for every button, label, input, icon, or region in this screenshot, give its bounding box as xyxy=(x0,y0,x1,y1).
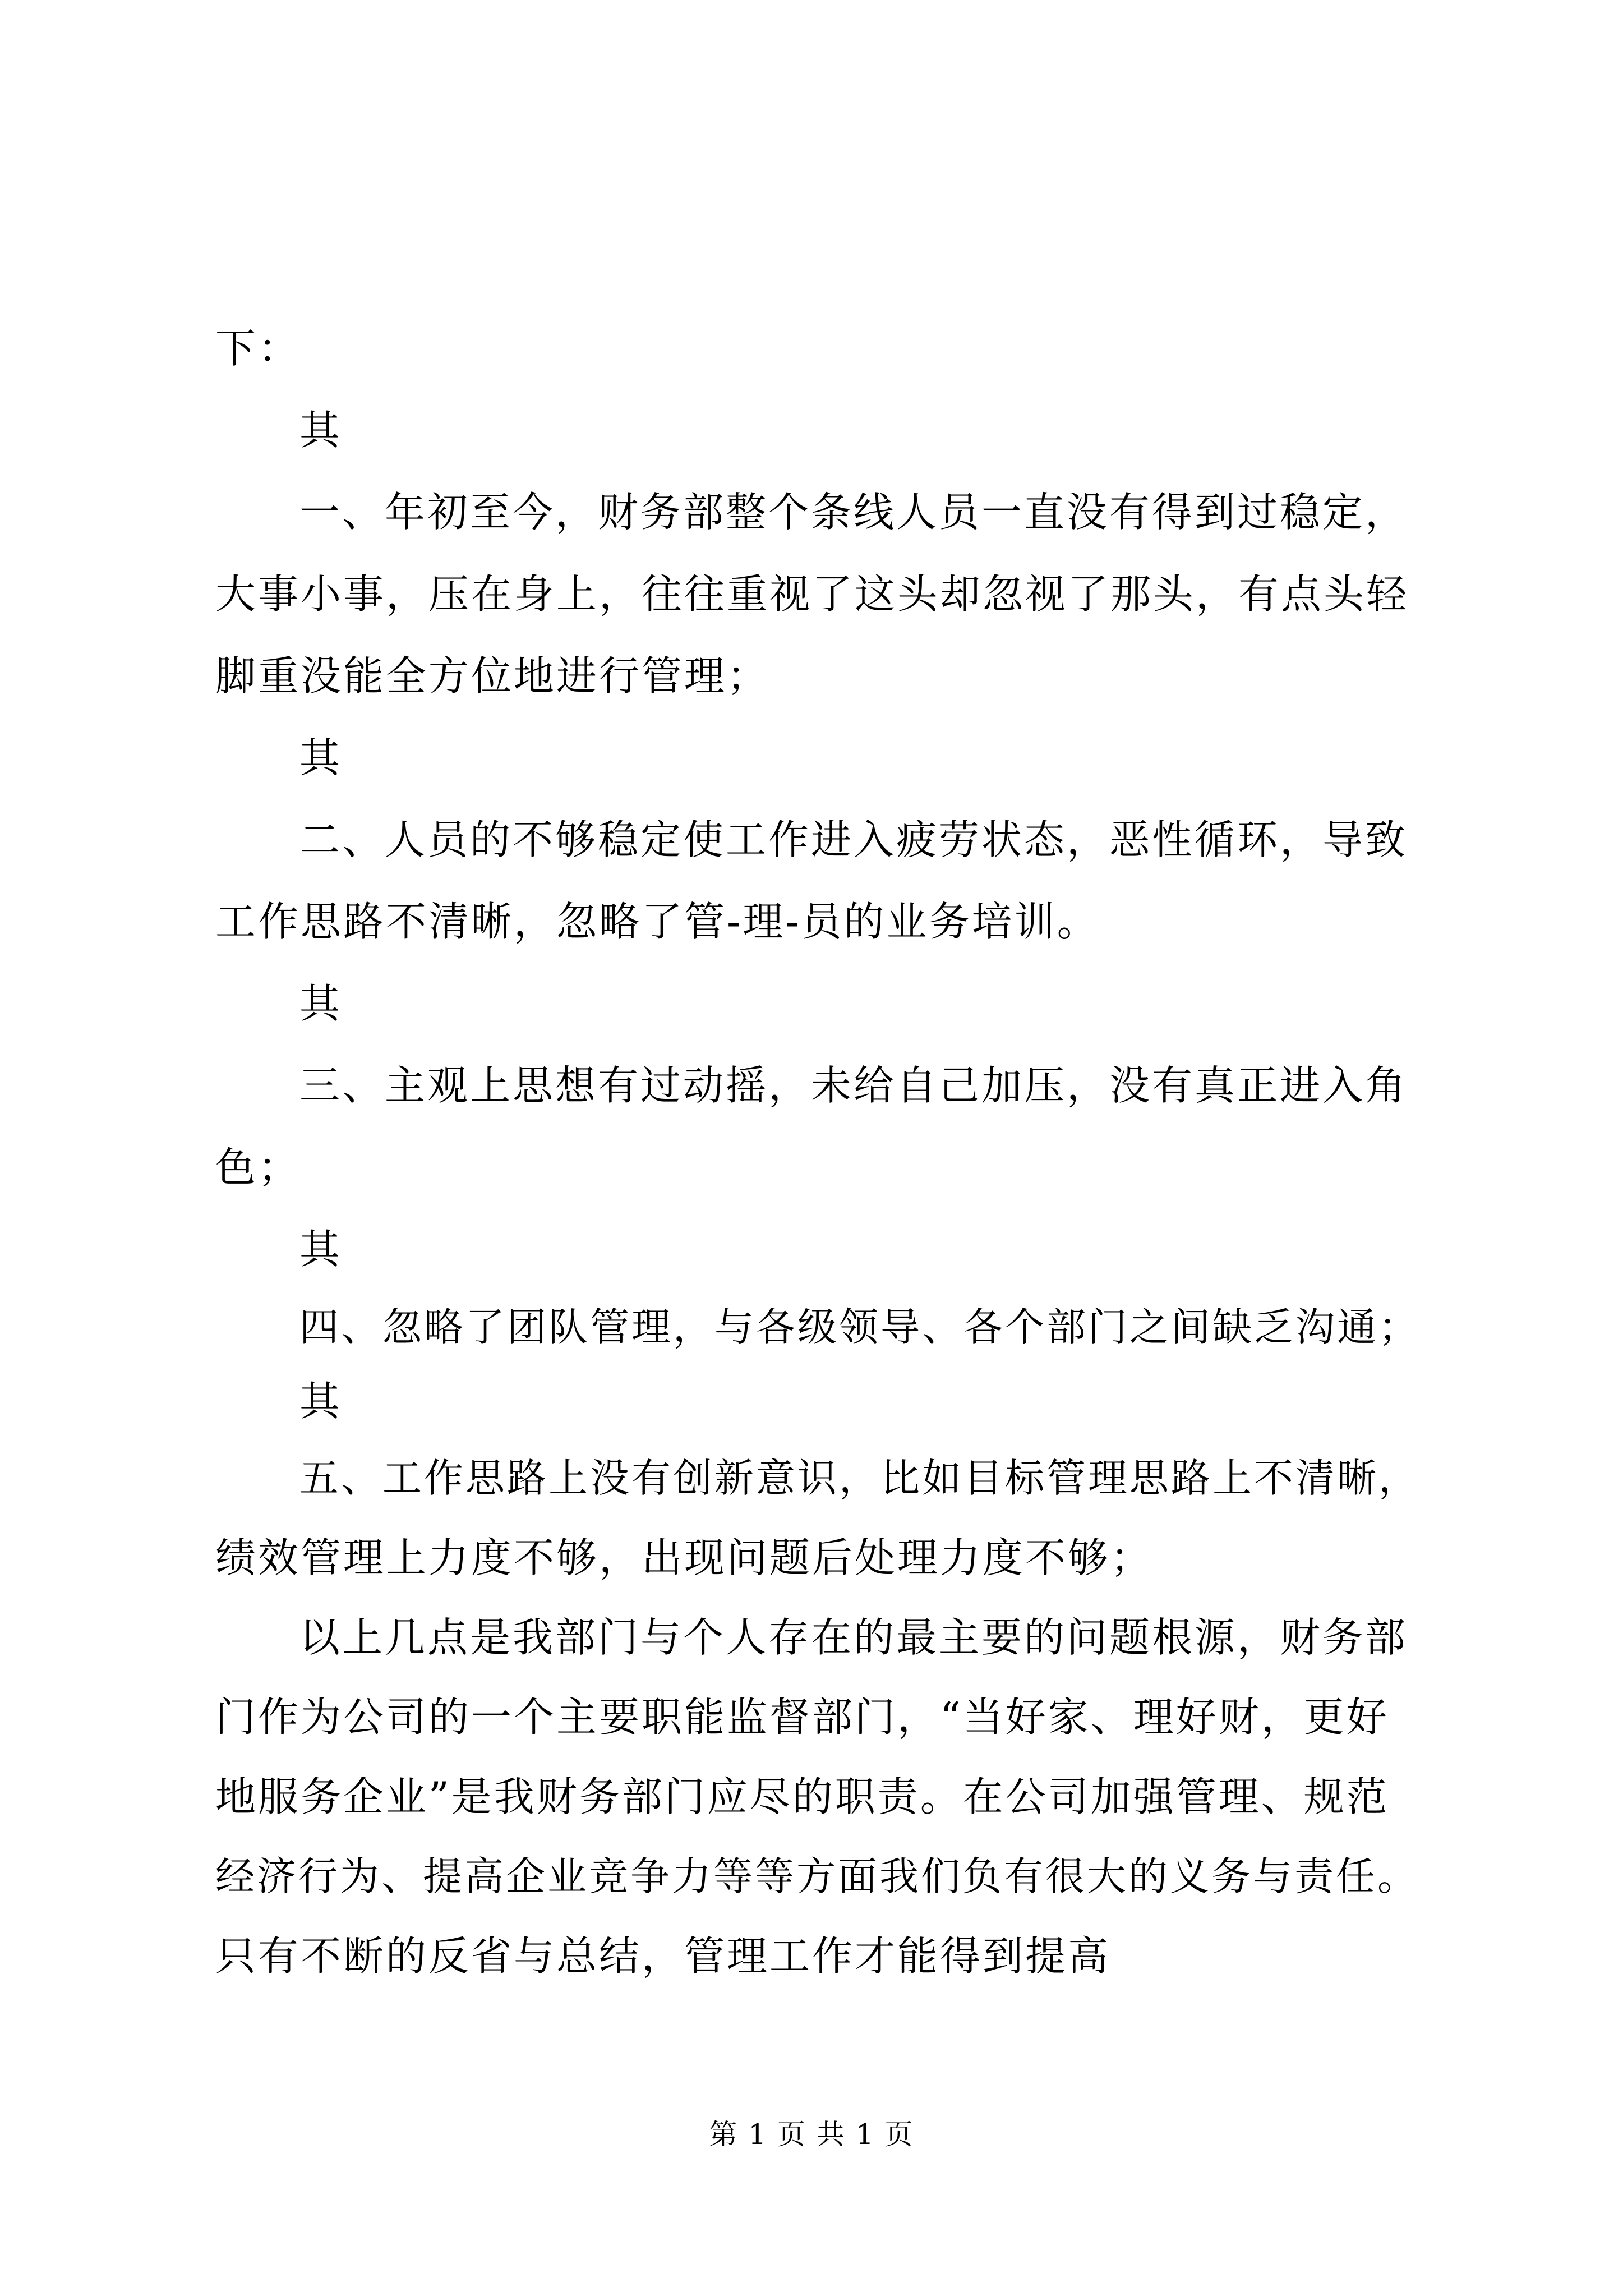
text-line: 一、年初至今，财务部整个条线人员一直没有得到过稳定， xyxy=(299,489,1408,536)
text-line: 色； xyxy=(215,1144,301,1191)
text-line: 地服务企业”是我财务部门应尽的职责。在公司加强管理、规范 xyxy=(215,1773,1389,1820)
text-line: 其 xyxy=(299,980,343,1027)
page-footer: 第 1 页 共 1 页 xyxy=(709,2118,914,2151)
text-line: 其 xyxy=(299,734,343,781)
text-line: 四、忽略了团队管理，与各级领导、各个部门之间缺乏沟通； xyxy=(299,1304,1420,1350)
text-line: 工作思路不清晰，忽略了管-理-员的业务培训。 xyxy=(215,898,1100,945)
text-line: 大事小事，压在身上，往往重视了这头却忽视了那头，有点头轻 xyxy=(215,570,1409,618)
text-line: 其 xyxy=(299,1378,343,1425)
text-line: 以上几点是我部门与个人存在的最主要的问题根源，财务部 xyxy=(299,1614,1408,1661)
text-line: 五、工作思路上没有创新意识，比如目标管理思路上不清晰， xyxy=(299,1455,1420,1501)
text-line: 其 xyxy=(299,407,343,454)
text-line: 脚重没能全方位地进行管理； xyxy=(215,652,770,700)
document-body xyxy=(215,307,1427,1996)
text-line: 经济行为、提高企业竞争力等等方面我们负有很大的义务与责任。 xyxy=(215,1853,1419,1899)
text-line: 门作为公司的一个主要职能监督部门，“当好家、理好财，更好 xyxy=(215,1694,1389,1741)
text-line: 其 xyxy=(299,1226,343,1273)
text-line: 绩效管理上力度不够，出现问题后处理力度不够； xyxy=(215,1534,1154,1581)
text-line: 只有不断的反省与总结，管理工作才能得到提高 xyxy=(215,1932,1111,1980)
text-line: 二、人员的不够稳定使工作进入疲劳状态，恶性循环，导致 xyxy=(299,816,1408,863)
text-line: 下： xyxy=(215,325,301,372)
text-line: 三、主观上思想有过动摇，未给自己加压，没有真正进入角 xyxy=(299,1062,1408,1109)
